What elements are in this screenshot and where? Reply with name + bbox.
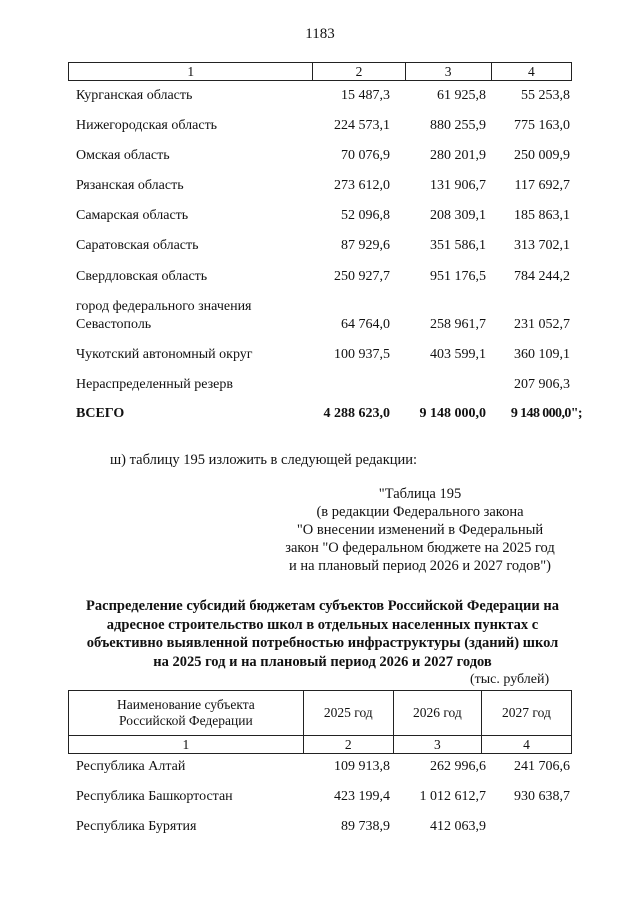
region-name: Рязанская область (76, 178, 184, 193)
table2-colnum-3: 3 (393, 736, 481, 754)
value-col3: 951 176,5 (430, 269, 486, 284)
note-line: и на плановый период 2026 и 2027 годов") (289, 558, 551, 574)
value-col4: 207 906,3 (514, 377, 570, 392)
region-name: Омская область (76, 148, 170, 163)
header-region-line1: Наименование субъекта (116, 697, 255, 712)
value-col4: 250 009,9 (514, 148, 570, 163)
total-row (76, 406, 582, 426)
table-note (270, 485, 570, 575)
total-col3: 9 148 000,0 (419, 406, 486, 421)
value-col4: 313 702,1 (514, 238, 570, 253)
value-col2: 70 076,9 (341, 148, 390, 163)
value-2025: 423 199,4 (334, 789, 390, 804)
value-col4: 784 244,2 (514, 269, 570, 284)
note-line: "Таблица 195 (378, 486, 462, 502)
title-line: объективно выявленной потребностью инфраструктуры (зданий) школ (86, 635, 559, 651)
value-col4: 360 109,1 (514, 347, 570, 362)
value-col3: 280 201,9 (430, 148, 486, 163)
value-2025: 89 738,9 (341, 819, 390, 834)
table1-header (68, 62, 572, 81)
value-col3: 61 925,8 (437, 88, 486, 103)
value-2027: 930 638,7 (514, 789, 570, 804)
header-year-2025: 2025 год (303, 691, 393, 736)
region-name: Самарская область (76, 208, 189, 223)
value-col3: 880 255,9 (430, 118, 486, 133)
amendment-instruction: ш) таблицу 195 изложить в следующей редакции: (110, 452, 418, 468)
title-line: на 2025 год и на плановый период 2026 и 2027 годов (153, 653, 492, 670)
value-2025: 109 913,8 (334, 759, 390, 774)
table2-colnum-1: 1 (69, 736, 304, 754)
table1-colnum-2: 2 (313, 63, 405, 81)
header-region (69, 691, 304, 736)
region-name-line2: Севастополь (76, 317, 152, 332)
value-col4: 55 253,8 (521, 88, 570, 103)
value-2026: 1 012 612,7 (419, 789, 486, 804)
table-row (76, 819, 576, 839)
total-col4: 9 148 000,0"; (510, 406, 582, 421)
value-col2: 100 937,5 (334, 347, 390, 362)
region-name-line1: город федерального значения (76, 299, 252, 314)
region-name: Чукотский автономный округ (76, 347, 253, 362)
value-2026: 412 063,9 (430, 819, 486, 834)
region-name: Курганская область (76, 88, 193, 103)
table1-colnum-1: 1 (69, 63, 313, 81)
table-row (76, 299, 576, 337)
title-line: Распределение субсидий бюджетам субъектов Российской Федерации на (86, 598, 559, 614)
value-col2: 250 927,7 (334, 269, 390, 284)
total-col2: 4 288 623,0 (323, 406, 390, 421)
page-number: 1183 (305, 26, 335, 42)
value-col2: 224 573,1 (334, 118, 390, 133)
region-name: Саратовская область (76, 238, 199, 253)
header-year-2026: 2026 год (393, 691, 481, 736)
region-name: Свердловская область (76, 269, 208, 284)
value-2026: 262 996,6 (430, 759, 486, 774)
title-line: адресное строительство школ в отдельных населенных пунктах с (106, 616, 539, 633)
table1-colnum-4: 4 (491, 63, 571, 81)
table1-colnum-3: 3 (405, 63, 491, 81)
table2-colnum-4: 4 (481, 736, 571, 754)
note-line: (в редакции Федерального закона (316, 504, 524, 520)
table-row (76, 789, 576, 809)
region-name: Республика Башкортостан (76, 789, 233, 804)
value-col3: 208 309,1 (430, 208, 486, 223)
table-row (76, 178, 576, 198)
table-row (76, 377, 576, 397)
units-label: (тыс. рублей) (470, 672, 550, 687)
value-col2: 15 487,3 (341, 88, 390, 103)
total-label: ВСЕГО (76, 406, 125, 421)
value-col3: 351 586,1 (430, 238, 486, 253)
table2-colnum-2: 2 (303, 736, 393, 754)
value-col3: 403 599,1 (430, 347, 486, 362)
value-col2: 52 096,8 (341, 208, 390, 223)
table-row (76, 269, 576, 289)
value-col2: 64 764,0 (341, 317, 390, 332)
table-row (76, 118, 576, 138)
region-name: Нижегородская область (76, 118, 218, 133)
region-name: Нераспределенный резерв (76, 377, 233, 392)
value-col4: 185 863,1 (514, 208, 570, 223)
header-region-line2: Российской Федерации (119, 713, 253, 728)
table2-header (68, 690, 572, 754)
note-line: закон "О федеральном бюджете на 2025 год (285, 540, 555, 556)
region-name: Республика Бурятия (76, 819, 197, 834)
table-title (60, 597, 585, 671)
value-col3: 258 961,7 (430, 317, 486, 332)
note-line: "О внесении изменений в Федеральный (296, 522, 544, 538)
value-col2: 273 612,0 (334, 178, 390, 193)
value-col4: 775 163,0 (514, 118, 570, 133)
table-row (76, 208, 576, 228)
table-row (76, 148, 576, 168)
value-col4: 231 052,7 (514, 317, 570, 332)
table-row (76, 238, 576, 258)
table-row (76, 759, 576, 779)
region-name: Республика Алтай (76, 759, 186, 774)
table-row (76, 88, 576, 108)
value-col2: 87 929,6 (341, 238, 390, 253)
value-2027: 241 706,6 (514, 759, 570, 774)
value-col4: 117 692,7 (514, 178, 570, 193)
header-year-2027: 2027 год (481, 691, 571, 736)
value-col3: 131 906,7 (430, 178, 486, 193)
table-row (76, 347, 576, 367)
